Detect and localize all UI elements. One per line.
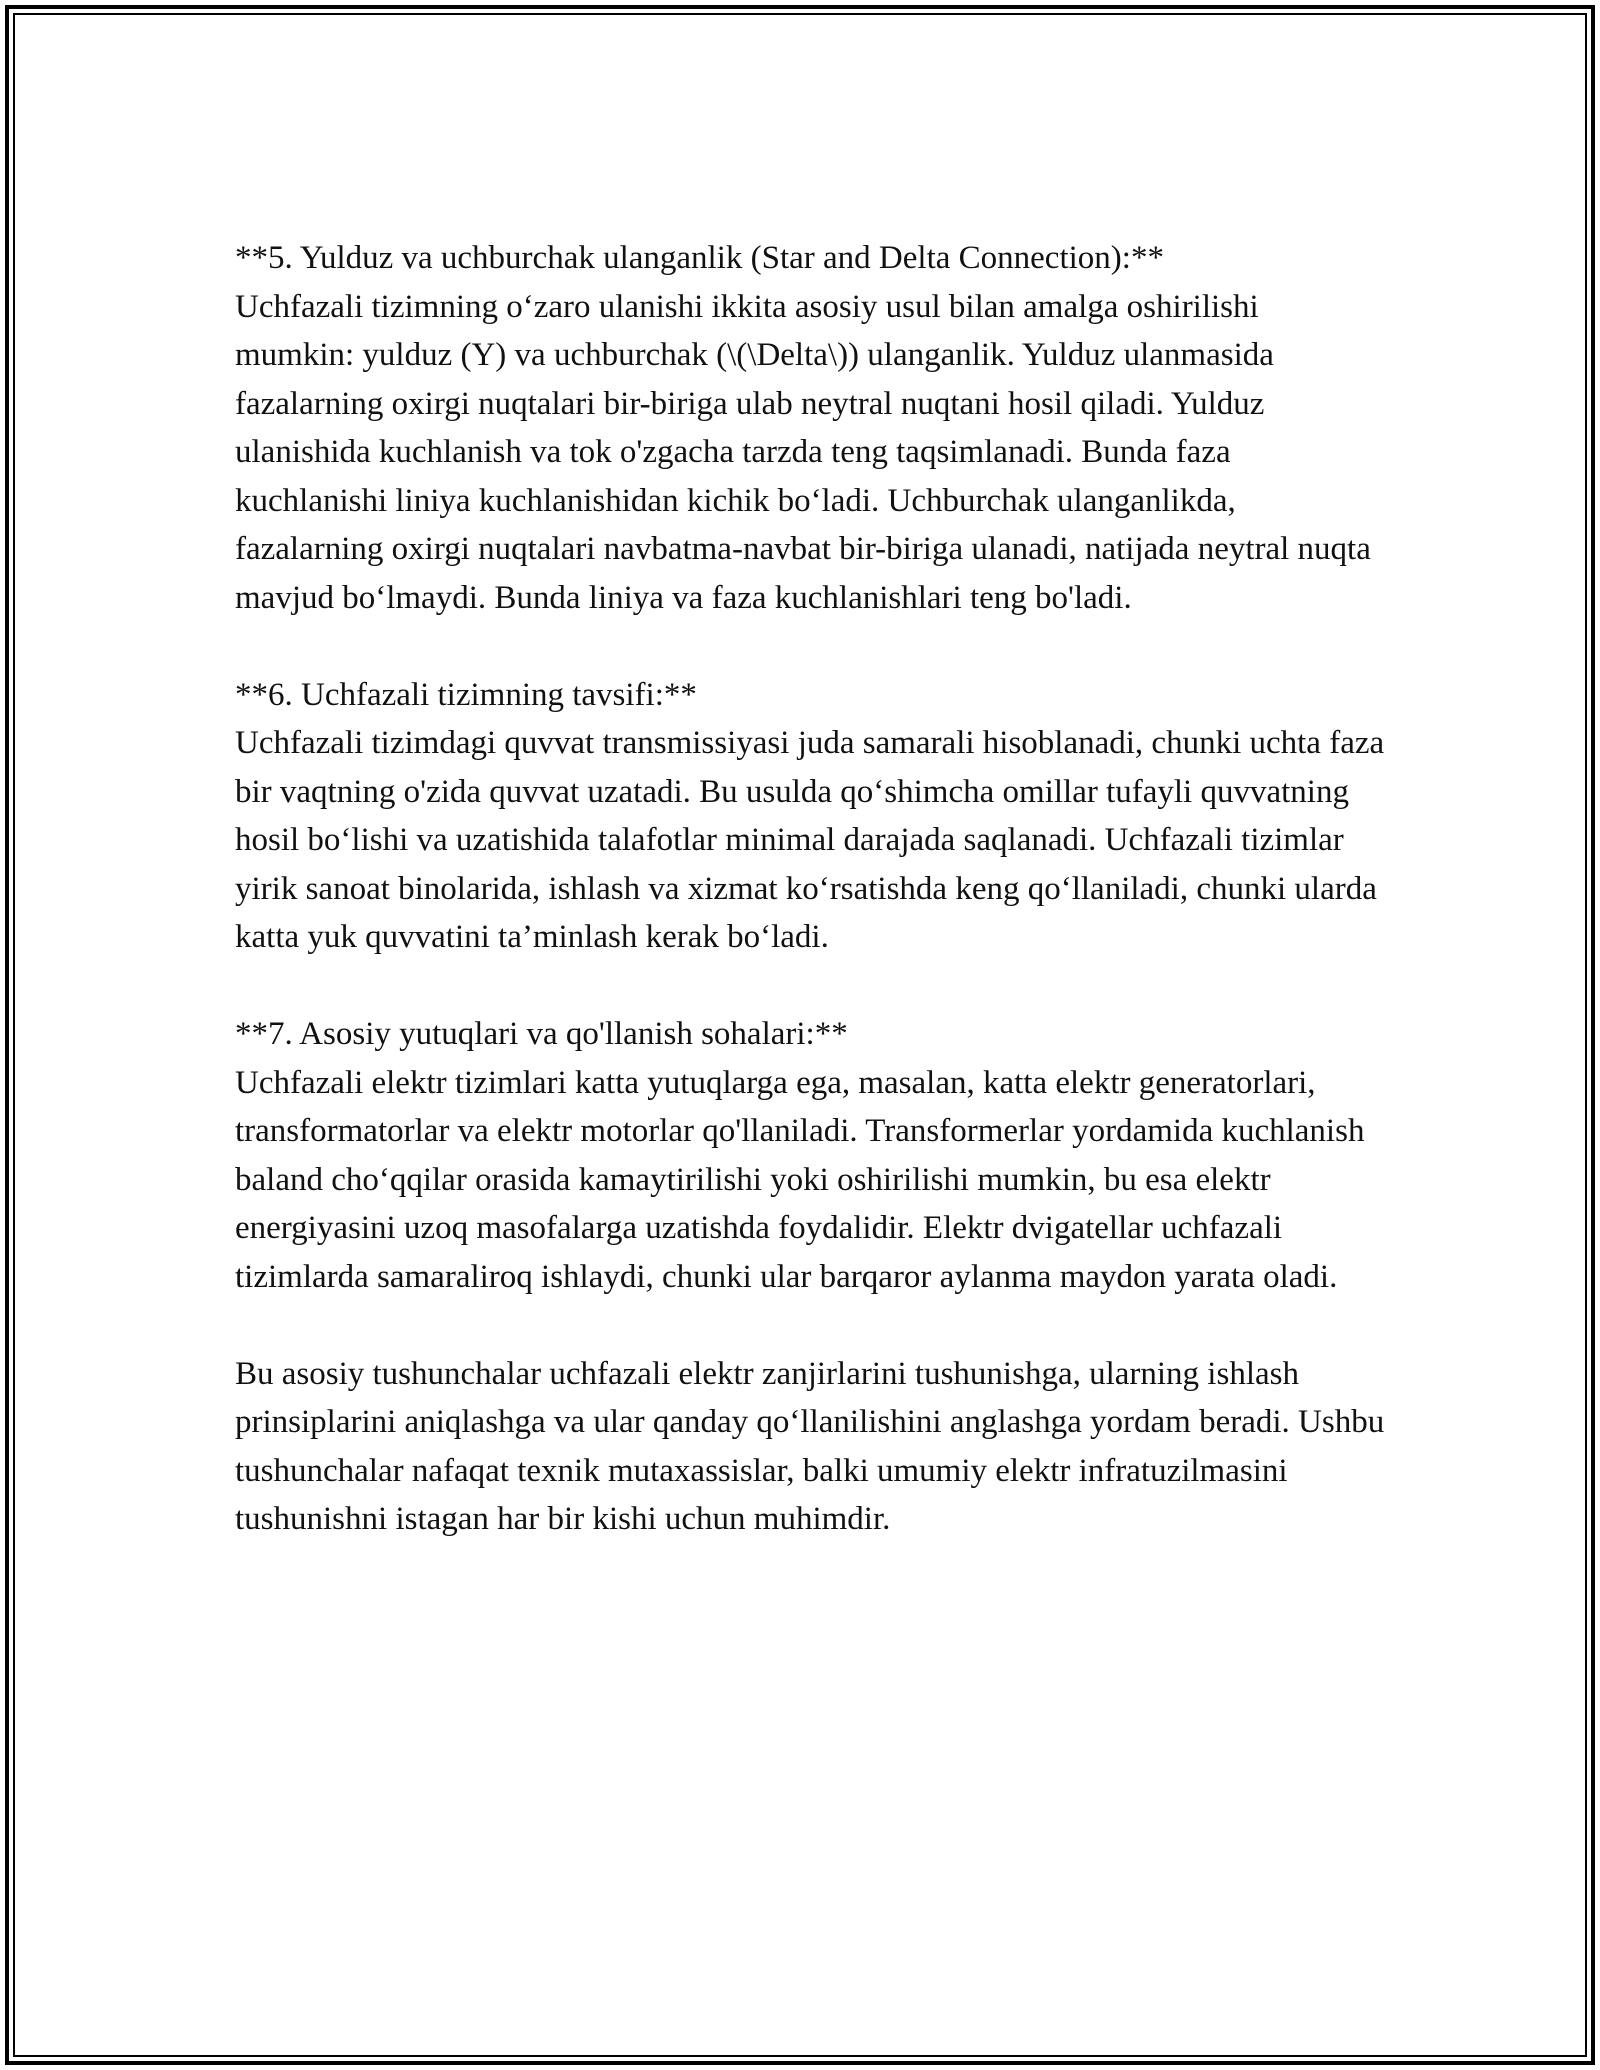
section-heading: **6. Uchfazali tizimning tavsifi:** [235, 676, 697, 713]
section-system-description [235, 671, 1385, 962]
conclusion-paragraph: Bu asosiy tushunchalar uchfazali elektr zanjirlarini tushunishga, ularning ishlash prinsiplarini aniqlashga va ular qanday qo‘llanilishini anglashga yordam beradi. Ushbu tushunchalar nafaqat texnik mutaxassislar, balki umumiy elektr infratuzilmasini tushunishni istagan har bir kishi uchun muhimdir. [235, 1355, 1385, 1537]
section-paragraph: Uchfazali tizimdagi quvvat transmissiyasi juda samarali hisoblanadi, chunki uchta faza bir vaqtning o'zida quvvat uzatadi. Bu usulda qo‘shimcha omillar tufayli quvvatning hosil bo‘lishi va uzatishida talafotlar minimal darajada saqlanadi. Uchfazali tizimlar yirik sanoat binolarida, ishlash va xizmat ko‘rsatishda keng qo‘llaniladi, chunki ularda katta yuk quvvatini ta’minlash kerak bo‘ladi. [235, 725, 1385, 955]
section-conclusion [235, 1350, 1385, 1544]
section-advantages-applications [235, 1010, 1385, 1301]
section-paragraph: Uchfazali elektr tizimlari katta yutuqlarga ega, masalan, katta elektr generatorlari, transformatorlar va elektr motorlar qo'llaniladi. Transformerlar yordamida kuchlanish baland cho‘qqilar orasida kamaytirilishi yoki oshirilishi mumkin, bu esa elektr energiyasini uzoq masofalarga uzatishda foydalidir. Elektr dvigatellar uchfazali tizimlarda samaraliroq ishlaydi, chunki ular barqaror aylanma maydon yarata oladi. [235, 1064, 1365, 1295]
section-star-delta-connection [235, 234, 1385, 622]
document-body [235, 234, 1385, 1544]
section-heading: **7. Asosiy yutuqlari va qo'llanish sohalari:** [235, 1016, 848, 1052]
section-heading: **5. Yulduz va uchburchak ulanganlik (Star and Delta Connection):** [235, 240, 1164, 276]
section-paragraph: Uchfazali tizimning o‘zaro ulanishi ikkita asosiy usul bilan amalga oshirilishi mumkin: yulduz (Y) va uchburchak (\(\Delta\)) ulanganlik. Yulduz ulanmasida fazalarning oxirgi nuqtalari bir-biriga ulab neytral nuqtani hosil qiladi. Yulduz ulanishida kuchlanish va tok o'zgacha tarzda teng taqsimlanadi. Bunda faza kuchlanishi liniya kuchlanishidan kichik bo‘ladi. Uchburchak ulanganlikda, fazalarning oxirgi nuqtalari navbatma-navbat bir-biriga ulanadi, natijada neytral nuqta mavjud bo‘lmaydi. Bunda liniya va faza kuchlanishlari teng bo'ladi. [235, 288, 1371, 616]
